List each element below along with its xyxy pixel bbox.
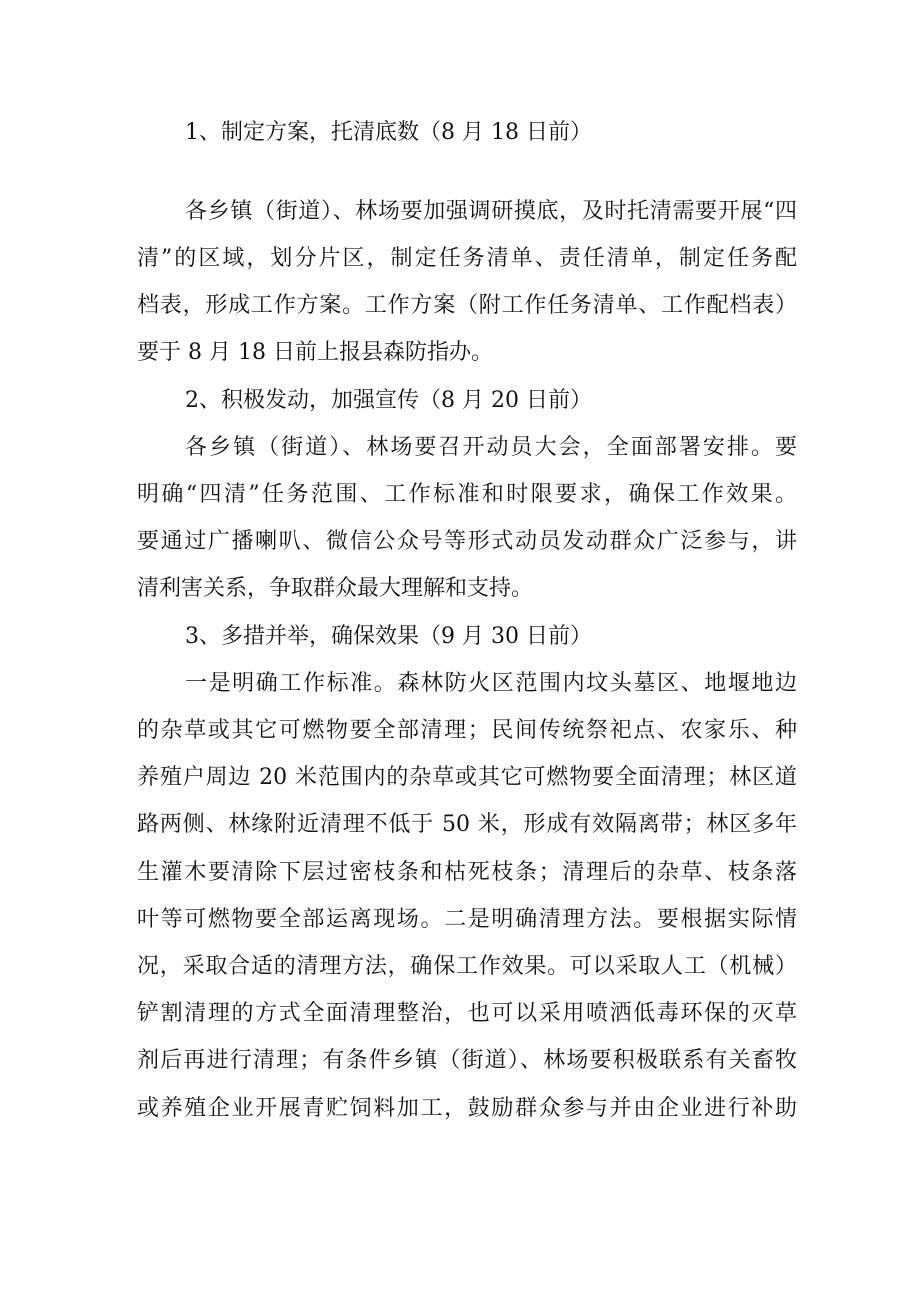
paragraph-1-line-1: 各乡镇（街道）、林场要加强调研摸底，及时托清需要开展“四 [185, 199, 797, 224]
paragraph-3-line-8: 铲割清理的方式全面清理整治，也可以采用喷洒低毒环保的灭草 [137, 1001, 797, 1026]
paragraph-3-line-4: 路两侧、林缘附近清理不低于 50 米，形成有效隔离带；林区多年 [137, 812, 797, 837]
paragraph-3-line-7: 况，采取合适的清理方法，确保工作效果。可以采取人工（机械） [137, 954, 797, 979]
heading-1: 1、制定方案，托清底数（8 月 18 日前） [185, 120, 592, 145]
heading-2: 2、积极发动，加强宣传（8 月 20 日前） [185, 388, 592, 413]
paragraph-1-line-2: 清”的区域，划分片区，制定任务清单、责任清单，制定任务配 [137, 246, 797, 271]
paragraph-2-line-4: 清利害关系，争取群众最大理解和支持。 [137, 576, 534, 601]
paragraph-2-line-2: 明确“四清”任务范围、工作标准和时限要求，确保工作效果。 [137, 482, 797, 507]
paragraph-3-line-5: 生灌木要清除下层过密枝条和枯死枝条；清理后的杂草、枝条落 [137, 860, 797, 885]
paragraph-3-line-6: 叶等可燃物要全部运离现场。二是明确清理方法。要根据实际情 [137, 907, 797, 932]
paragraph-1-line-3: 档表，形成工作方案。工作方案（附工作任务清单、工作配档表） [137, 293, 797, 318]
paragraph-2-line-3: 要通过广播喇叭、微信公众号等形式动员发动群众广泛参与，讲 [137, 529, 797, 554]
paragraph-2-line-1: 各乡镇（街道）、林场要召开动员大会，全面部署安排。要 [185, 435, 797, 460]
paragraph-3-line-1: 一是明确工作标准。森林防火区范围内坟头墓区、地堰地边 [185, 671, 797, 696]
paragraph-3-line-2: 的杂草或其它可燃物要全部清理；民间传统祭祀点、农家乐、种 [137, 718, 797, 743]
heading-3: 3、多措并举，确保效果（9 月 30 日前） [185, 624, 592, 649]
paragraph-3-line-9: 剂后再进行清理；有条件乡镇（街道）、林场要积极联系有关畜牧 [137, 1048, 797, 1073]
paragraph-1-line-4: 要于 8 月 18 日前上报县森防指办。 [137, 340, 493, 365]
paragraph-3-line-10: 或养殖企业开展青贮饲料加工，鼓励群众参与并由企业进行补助 [137, 1096, 797, 1121]
paragraph-3-line-3: 养殖户周边 20 米范围内的杂草或其它可燃物要全面清理；林区道 [137, 765, 797, 790]
